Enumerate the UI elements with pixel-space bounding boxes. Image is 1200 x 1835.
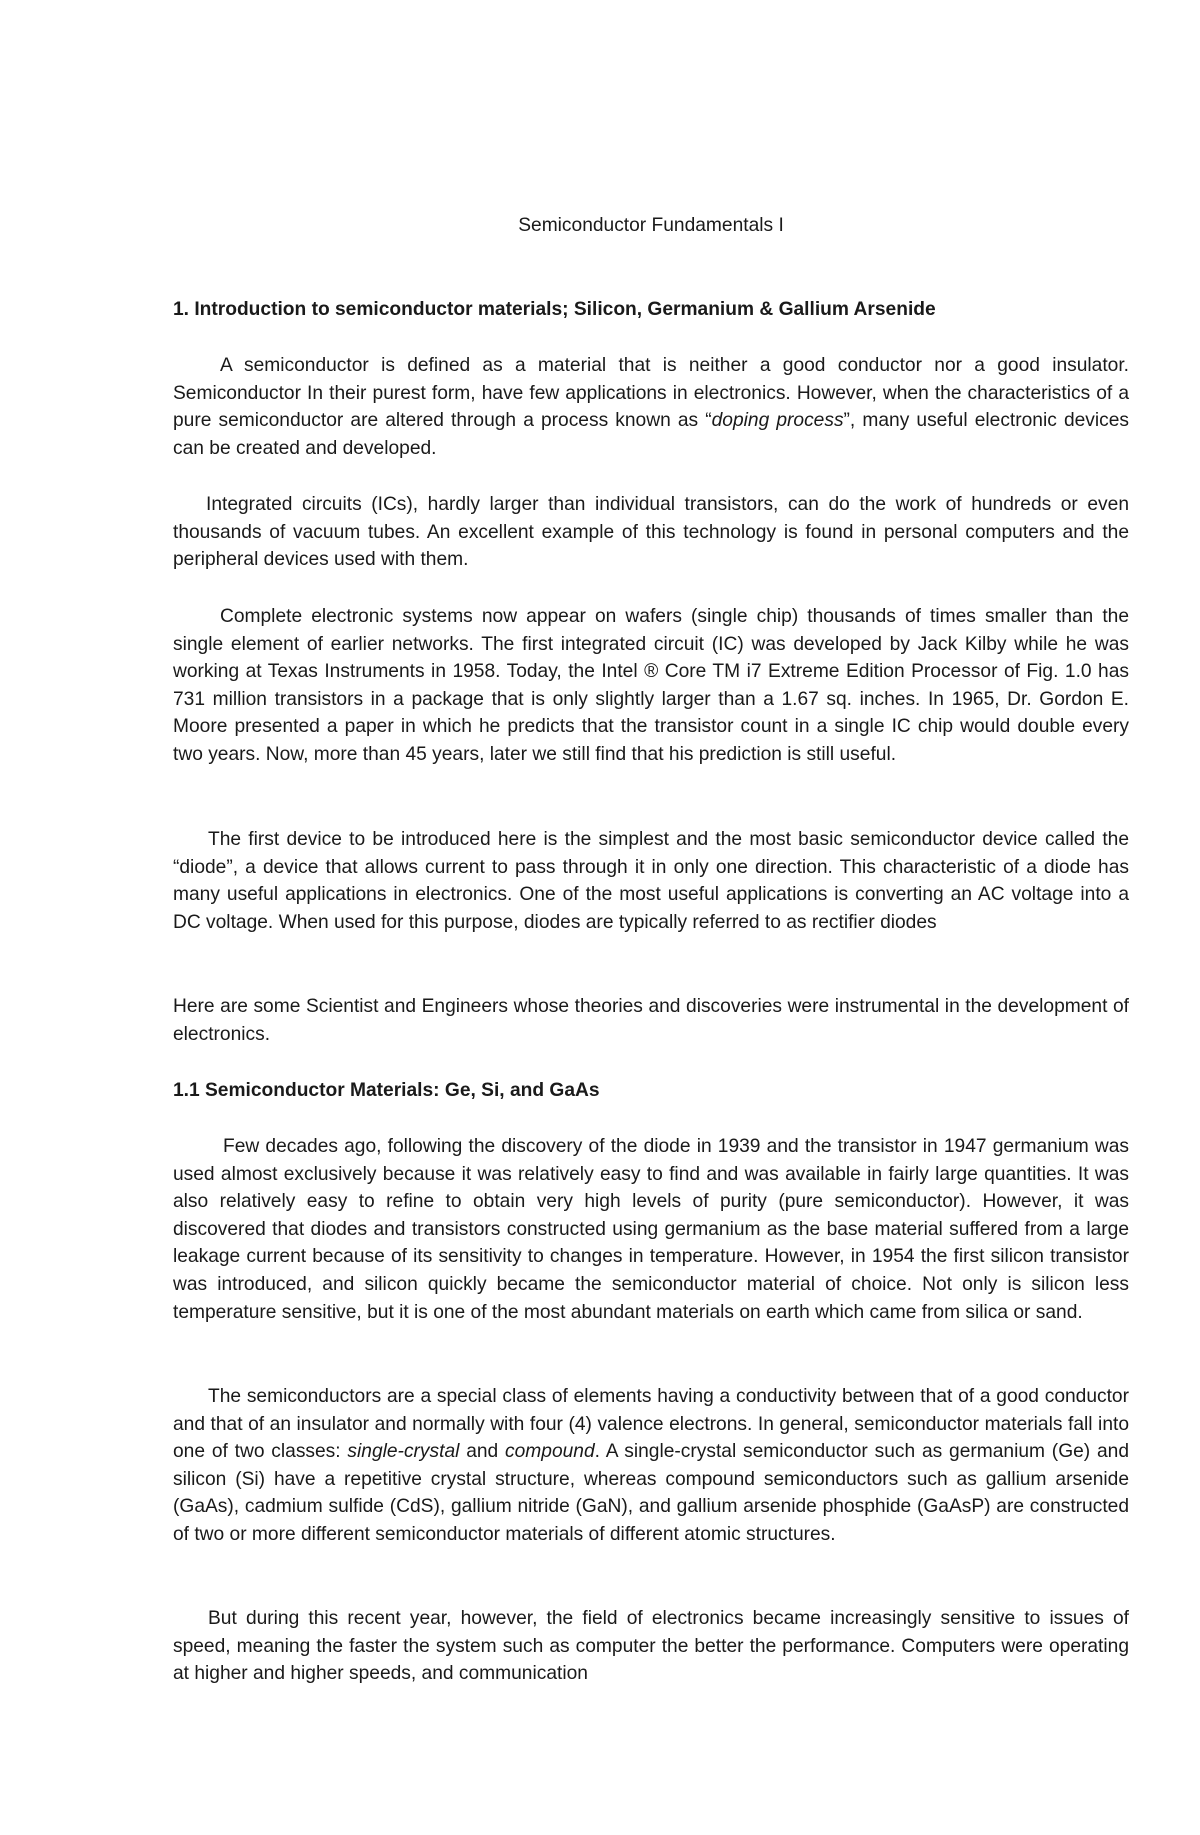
paragraph-text: The first device to be introduced here is the simplest and the most basic semiconductor device called the “diode”, a device that allows current to pass through it in only one direction. This characteristic of a diode has many useful applications in electronics. One of the most useful applications is converting an AC voltage into a DC voltage. When used for this purpose, diodes are typically referred to as rectifier diodes	[173, 829, 1129, 933]
document-title: Semiconductor Fundamentals I	[518, 215, 784, 236]
section-1-paragraph-3	[173, 603, 1129, 769]
section-1-1-paragraph-2	[173, 1383, 1129, 1549]
section-1-heading: 1. Introduction to semiconductor materials; Silicon, Germanium & Gallium Arsenide	[173, 299, 936, 320]
paragraph-text: Few decades ago, following the discovery of the diode in 1939 and the transistor in 1947 germanium was used almost exclusively because it was relatively easy to find and was available in fairly large quantities. It was also relatively easy to refine to obtain very high levels of purity (pure semiconductor). However, it was discovered that diodes and transistors constructed using germanium as the base material suffered from a large leakage current because of its sensitivity to changes in temperature. However, in 1954 the first silicon transistor was introduced, and silicon quickly became the semiconductor material of choice. Not only is silicon less temperature sensitive, but it is one of the most abundant materials on earth which came from silica or sand.	[173, 1136, 1129, 1323]
paragraph-text: The semiconductors are a special class of elements having a conductivity between that of a good conductor and that of an insulator and normally with four (4) valence electrons. In general, semiconductor materials fall into one of two classes:	[173, 1386, 1129, 1463]
section-1-1-paragraph-3	[173, 1605, 1129, 1688]
doping-process-term: doping process	[711, 410, 844, 432]
paragraph-text: . A single-crystal semiconductor such as germanium (Ge) and silicon (Si) have a repetitive crystal structure, whereas compound semiconductors such as gallium arsenide (GaAs), cadmium sulfide (CdS), gallium nitride (GaN), and gallium arsenide phosphide (GaAsP) are constructed of two or more different semiconductor materials of different atomic structures.	[173, 1441, 1129, 1545]
paragraph-text: Here are some Scientist and Engineers whose theories and discoveries were instrumental in the development of electronics.	[173, 996, 1129, 1045]
single-crystal-term: single-crystal	[347, 1441, 460, 1463]
section-1-1-paragraph-1	[173, 1133, 1129, 1326]
section-1-paragraph-4	[173, 826, 1129, 936]
section-1-paragraph-5	[173, 993, 1129, 1048]
paragraph-text: A semiconductor is defined as a material that is neither a good conductor nor a good insulator. Semiconductor In their purest form, have few applications in electronics. However, when the characteristics of a pure semiconductor are altered through a process known as “	[173, 355, 1129, 432]
paragraph-text: and	[459, 1441, 506, 1463]
section-1-1-heading: 1.1 Semiconductor Materials: Ge, Si, and GaAs	[173, 1080, 600, 1101]
paragraph-text: ”, many useful electronic devices can be created and developed.	[173, 410, 1130, 459]
paragraph-text: Complete electronic systems now appear on wafers (single chip) thousands of times smaller than the single element of earlier networks. The first integrated circuit (IC) was developed by Jack Kilby while he was working at Texas Instruments in 1958. Today, the Intel ® Core TM i7 Extreme Edition Processor of Fig. 1.0 has 731 million transistors in a package that is only slightly larger than a 1.67 sq. inches. In 1965, Dr. Gordon E. Moore presented a paper in which he predicts that the transistor count in a single IC chip would double every two years. Now, more than 45 years, later we still find that his prediction is still useful.	[173, 606, 1129, 765]
section-1-paragraph-2	[173, 491, 1129, 574]
paragraph-text: Integrated circuits (ICs), hardly larger than individual transistors, can do the work of hundreds or even thousands of vacuum tubes. An excellent example of this technology is found in personal computers and the peripheral devices used with them.	[173, 494, 1129, 571]
compound-term: compound	[505, 1441, 595, 1463]
section-1-paragraph-1	[173, 352, 1129, 462]
paragraph-text: But during this recent year, however, the field of electronics became increasingly sensitive to issues of speed, meaning the faster the system such as computer the better the performance. Computers were operating at higher and higher speeds, and communication	[173, 1608, 1129, 1685]
